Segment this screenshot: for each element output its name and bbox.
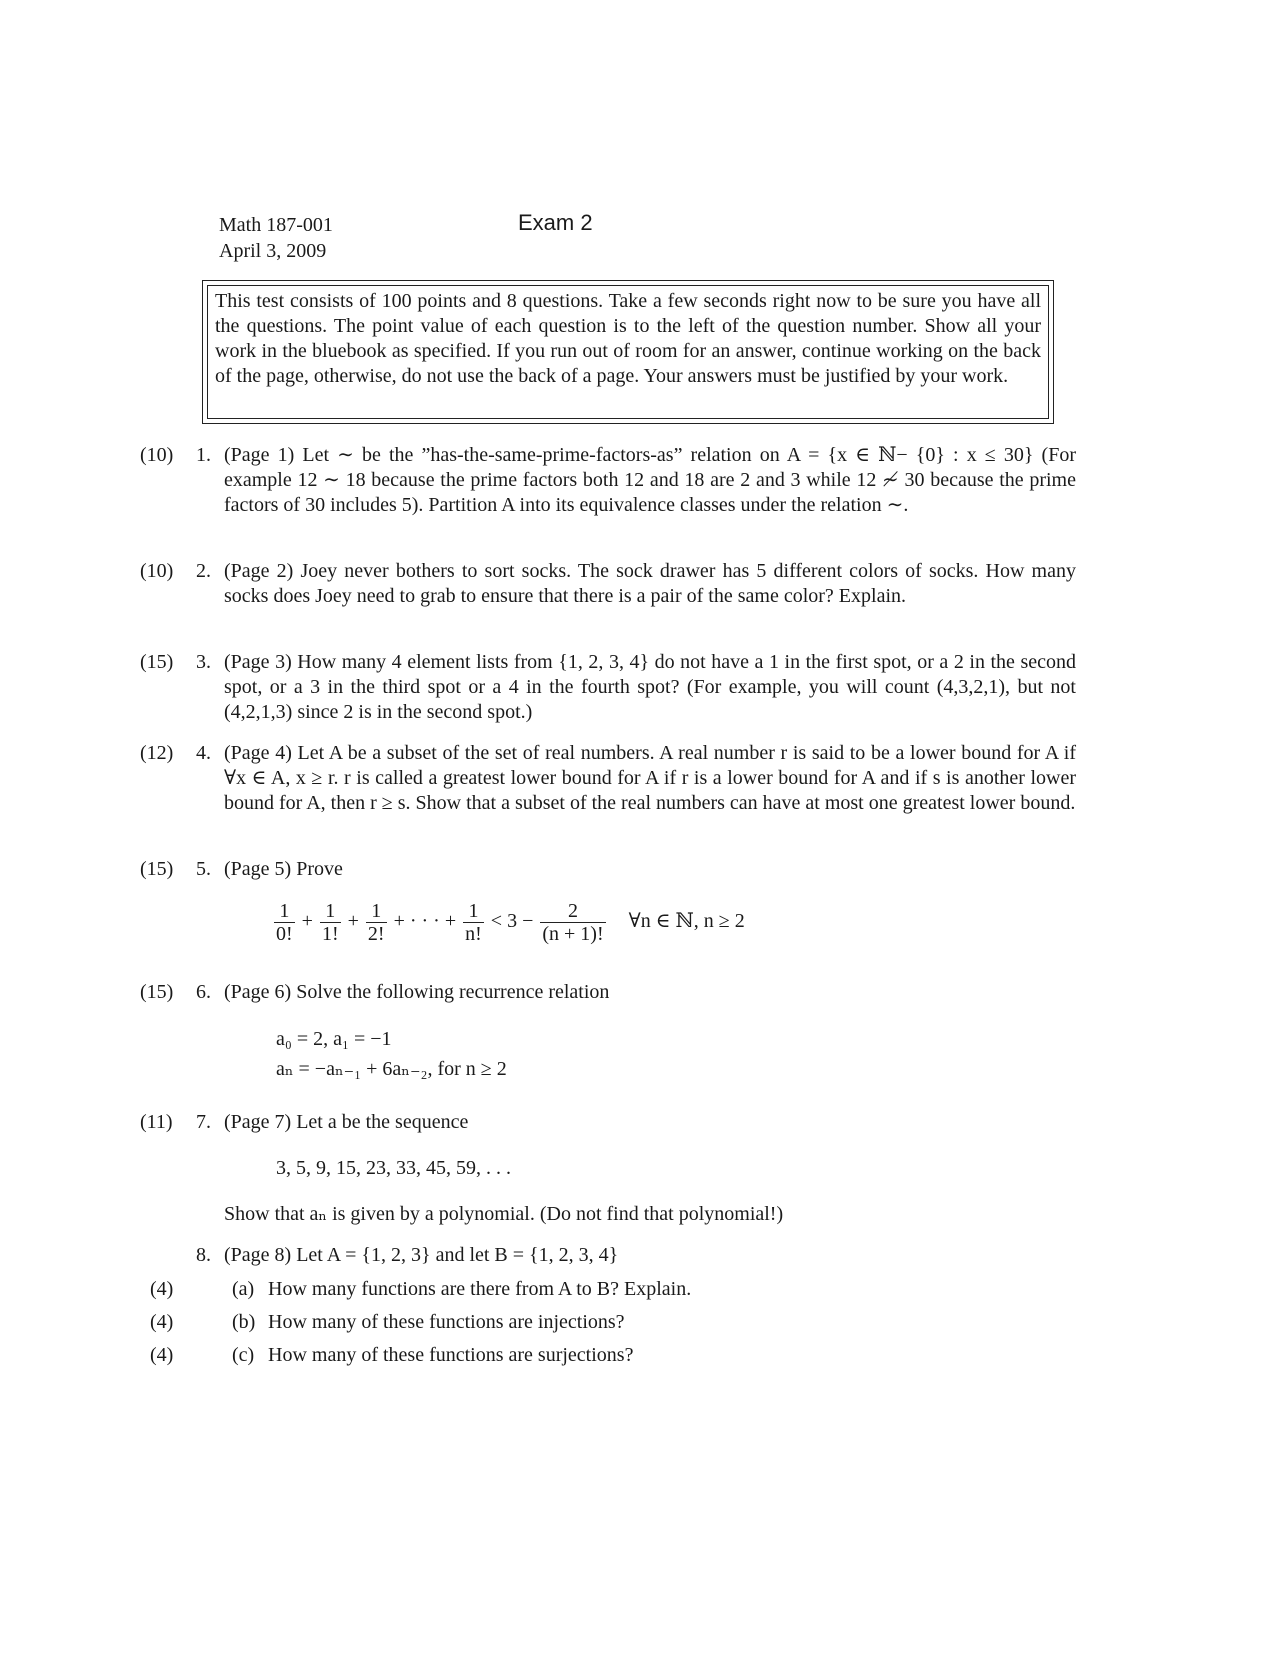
fraction: $\frac{1}{0!}$: [276, 900, 293, 945]
inequality-formula: $\frac{1}{0!}$ + $\frac{1}{1!}$ + $\frac{1}{2!}$ + · · · + $\frac{1}{n!}$ < 3 − $\frac{2}{(n + 1)!}$ ∀n ∈ ℕ, n ≥ 2: [276, 900, 745, 945]
question-text: (Page 3) How many 4 element lists from {1, 2, 3, 4} do not have a 1 in the first spot, or a 2 in the second spot, or a 3 in the third spot or a 4 in the fourth spot? (For example, you will count (4,3,2,1), but not (4,2,1,3) since 2 is in the second spot.): [224, 651, 1076, 723]
question-text: (Page 1) Let ∼ be the ”has-the-same-prime-factors-as” relation on A = {x ∈ ℕ− {0} : x ≤ 30} (For example 12 ∼ 18 because the prime factors both 12 and 18 are 2 and 3 while 12 ≁ 30 because the prime factors of 30 includes 5). Partition A into its equivalence classes under the relation ∼.: [224, 444, 1076, 516]
instructions-box: [202, 280, 1054, 424]
question-text: (Page 4) Let A be a subset of the set of real numbers. A real number r is said to be a lower bound for A if ∀x ∈ A, x ≥ r. r is called a greatest lower bound for A if r is a lower bound for A and if s is another lower bound for A, then r ≥ s. Show that a subset of the real numbers can have at most one greatest lower bound.: [224, 742, 1076, 814]
subpart-text: How many of these functions are injections?: [268, 1311, 625, 1333]
ellipsis-plus: + · · · +: [393, 910, 457, 933]
fraction: $\frac{1}{n!}$: [465, 900, 482, 945]
question-points: (15): [140, 981, 174, 1003]
exam-date: April 3, 2009: [219, 240, 327, 262]
question-points: (11): [140, 1111, 173, 1133]
question-number: 7.: [196, 1111, 211, 1133]
sequence: 3, 5, 9, 15, 23, 33, 45, 59, . . .: [276, 1157, 511, 1179]
subpart-points: (4): [150, 1344, 174, 1366]
question-number: 5.: [196, 858, 211, 880]
subpart-label: (c): [232, 1344, 255, 1366]
question-number: 3.: [196, 651, 211, 673]
question-followup: Show that aₙ is given by a polynomial. (Do not find that polynomial!): [224, 1203, 784, 1225]
quantifier: ∀n ∈ ℕ, n ≥ 2: [628, 910, 745, 933]
recurrence-initial: a₀ = 2, a₁ = −1: [276, 1028, 392, 1050]
question-text: (Page 7) Let a be the sequence: [224, 1111, 469, 1133]
question-text: (Page 5) Prove: [224, 858, 343, 880]
question-text: (Page 8) Let A = {1, 2, 3} and let B = {1, 2, 3, 4}: [224, 1244, 619, 1266]
question-points: (15): [140, 858, 174, 880]
exam-title: Exam 2: [518, 210, 593, 235]
fraction: $\frac{2}{(n + 1)!}$: [542, 900, 604, 945]
question-number: 6.: [196, 981, 211, 1003]
instructions-text: This test consists of 100 points and 8 questions. Take a few seconds right now to be sure you have all the questions. The point value of each question is to the left of the question number. Show all your work in the bluebook as specified. If you run out of room for an answer, continue working on the back of the page, otherwise, do not use the back of a page. Your answers must be justified by your work.: [207, 285, 1049, 419]
question-points: (10): [140, 444, 174, 466]
question-text: (Page 6) Solve the following recurrence relation: [224, 981, 610, 1003]
subpart-points: (4): [150, 1311, 174, 1333]
fraction: $\frac{1}{2!}$: [367, 900, 385, 945]
question-points: (12): [140, 742, 174, 764]
question-number: 2.: [196, 560, 211, 582]
question-points: (10): [140, 560, 174, 582]
subpart-text: How many functions are there from A to B? Explain.: [268, 1278, 692, 1300]
course-label: Math 187-001: [219, 214, 333, 236]
question-text: (Page 2) Joey never bothers to sort socks. The sock drawer has 5 different colors of socks. How many socks does Joey need to grab to ensure that there is a pair of the same color? Explain.: [224, 560, 1076, 607]
question-points: (15): [140, 651, 174, 673]
subpart-label: (b): [232, 1311, 256, 1333]
subpart-points: (4): [150, 1278, 174, 1300]
question-number: 1.: [196, 444, 211, 466]
header-info: [219, 212, 333, 264]
recurrence-relation: aₙ = −aₙ₋₁ + 6aₙ₋₂, for n ≥ 2: [276, 1058, 507, 1080]
question-number: 8.: [196, 1244, 211, 1266]
question-number: 4.: [196, 742, 211, 764]
fraction: $\frac{1}{1!}$: [321, 900, 339, 945]
less-than: < 3 −: [490, 910, 534, 933]
subpart-text: How many of these functions are surjections?: [268, 1344, 634, 1366]
subpart-label: (a): [232, 1278, 255, 1300]
